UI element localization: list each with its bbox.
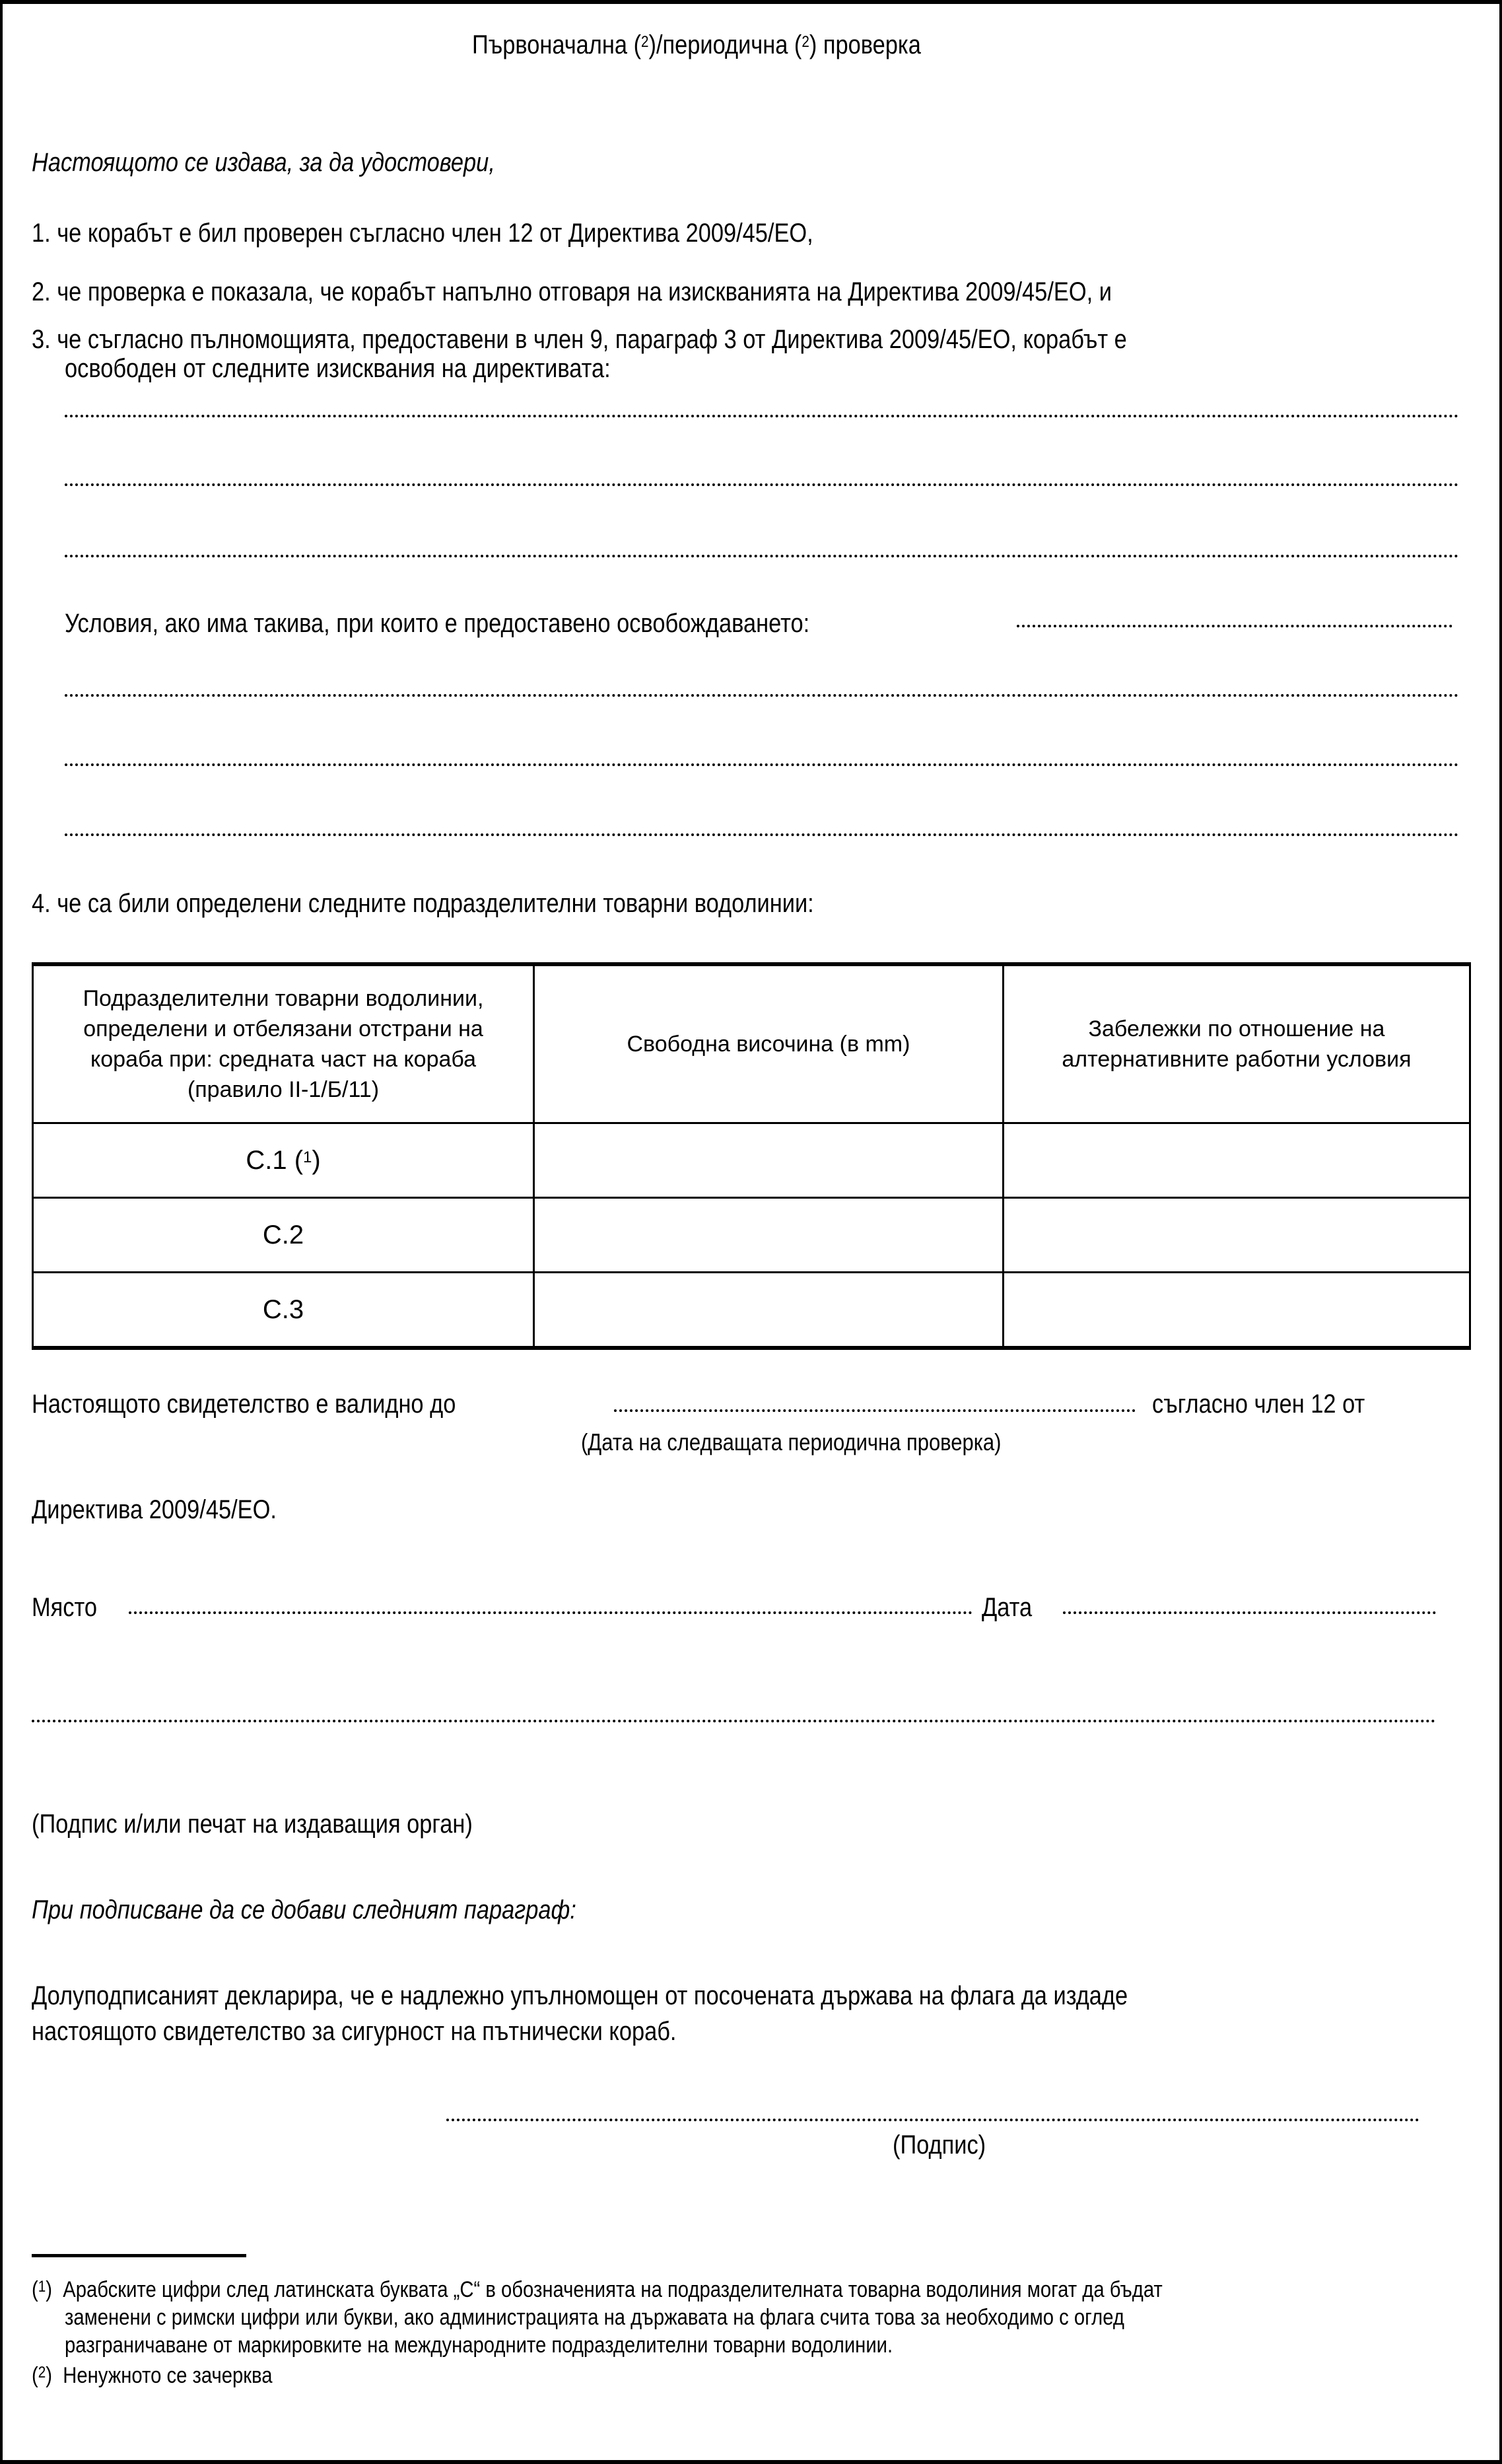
- waterline-label: C.2: [33, 1198, 534, 1273]
- issuer-signature-field[interactable]: [32, 1720, 1436, 1722]
- title-text-3: ) проверка: [809, 30, 921, 59]
- waterline-label-text: C.1 (: [246, 1146, 304, 1175]
- signing-note: [32, 1894, 665, 1926]
- footnote-1-cont2: [65, 2331, 1027, 2359]
- declaration-line-1: [32, 1980, 1436, 2012]
- intro-text-content: Настоящото се издава, за да удостовери,: [32, 148, 495, 177]
- title-text-2: )/периодична (: [648, 30, 802, 59]
- validity-prefix: [32, 1388, 525, 1420]
- item-number: 2.: [32, 277, 51, 306]
- exemptions-line-2[interactable]: [65, 483, 1459, 486]
- signature-caption-text: (Подпис): [893, 2130, 986, 2160]
- validity-prefix-text: Настоящото свидетелство е валидно до: [32, 1390, 456, 1419]
- footnote-separator: [32, 2254, 246, 2257]
- date-label: [982, 1592, 1041, 1623]
- signature-caption: [893, 2129, 1001, 2161]
- validity-caption-text: (Дата на следващата периодична проверка): [581, 1428, 1002, 1456]
- item-text: че корабът е бил проверен съгласно член 12 от Директива 2009/45/ЕО,: [57, 219, 813, 248]
- item-1: [32, 217, 940, 249]
- header-freeboard: Свободна височина (в mm): [534, 964, 1004, 1123]
- freeboard-cell[interactable]: [534, 1273, 1004, 1349]
- item-number: 3.: [32, 325, 51, 354]
- item-text-line1: че съгласно пълномощията, предоставени в член 9, параграф 3 от Директива 2009/45/ЕО, корабът е: [57, 325, 1127, 354]
- footnote-ref-2b: 2: [802, 33, 809, 51]
- item-2: [32, 276, 1287, 308]
- validity-caption: [581, 1428, 1070, 1457]
- declaration-line-2-text: настоящото свидетелство за сигурност на пътнически кораб.: [32, 2017, 677, 2046]
- waterline-label-end: ): [312, 1146, 321, 1175]
- validity-directive: [32, 1494, 316, 1526]
- item-3-cont: [65, 353, 699, 384]
- footnote-2: ($^2$) Ненужното се зачерква: [32, 2363, 273, 2388]
- item-3: [32, 324, 1305, 355]
- item-text-line2: освободен от следните изисквания на директивата:: [65, 354, 611, 383]
- place-field[interactable]: [129, 1611, 973, 1614]
- footnote-2-line1: Ненужното се зачерква: [63, 2363, 273, 2388]
- intro-text: [32, 147, 570, 178]
- item-number: 4.: [32, 889, 51, 918]
- remarks-cell[interactable]: [1003, 1198, 1470, 1273]
- conditions-line-inline[interactable]: [1017, 625, 1452, 627]
- table-row: [33, 1123, 1470, 1198]
- conditions-line-3[interactable]: [65, 833, 1459, 836]
- declaration-line-2: [32, 2016, 781, 2047]
- exemptions-line-1[interactable]: [65, 415, 1459, 417]
- place-label: [32, 1592, 108, 1623]
- validity-directive-text: Директива 2009/45/ЕО.: [32, 1495, 277, 1524]
- item-text: че са били определени следните подразделителни товарни водолинии:: [57, 889, 814, 918]
- footnote-1-cont: [65, 2304, 1297, 2331]
- signing-note-text: При подписване да се добави следният параграф:: [32, 1895, 576, 1924]
- footnote-ref-2: 2: [641, 33, 649, 51]
- date-field[interactable]: [1063, 1611, 1436, 1614]
- table-row: [33, 1273, 1470, 1349]
- exemptions-line-3[interactable]: [65, 555, 1459, 557]
- validity-suffix-text: съгласно член 12 от: [1152, 1390, 1365, 1419]
- issuer-signature-caption-text: (Подпис и/или печат на издаващия орган): [32, 1810, 473, 1839]
- validity-date-field[interactable]: [614, 1409, 1136, 1412]
- signature-field[interactable]: [446, 2119, 1419, 2121]
- declaration-line-1-text: Долуподписаният декларира, че е надлежно упълномощен от посочената държава на флага да издаде: [32, 1981, 1128, 2010]
- item-number: 1.: [32, 219, 51, 248]
- footnote-mark: 2: [38, 2364, 46, 2381]
- footnote-1-line1: Арабските цифри след латинската буквата „C“ в обозначенията на подразделителната товарна водолиния могат да бъдат: [63, 2277, 1163, 2302]
- validity-suffix: [1152, 1388, 1400, 1420]
- waterline-label: [33, 1123, 534, 1198]
- waterlines-table: [32, 962, 1471, 1350]
- issuer-signature-caption: [32, 1808, 544, 1840]
- item-text: че проверка е показала, че корабът напълно отговаря на изискванията на Директива 2009/45/ЕО, и: [57, 277, 1112, 306]
- footnote-1-line3: разграничаване от маркировките на международните подразделителни товарни водолинии.: [65, 2333, 893, 2358]
- freeboard-cell[interactable]: [534, 1198, 1004, 1273]
- footnote-ref-1: 1: [303, 1148, 312, 1166]
- title-text-1: Първоначална (: [472, 30, 642, 59]
- conditions-label: [65, 608, 931, 639]
- footnote-mark: 1: [38, 2278, 46, 2296]
- footnote-1-line2: заменени с римски цифри или букви, ако администрацията на държавата на флага счита това за необходимо с оглед: [65, 2305, 1124, 2330]
- conditions-line-2[interactable]: [65, 763, 1459, 766]
- date-label-text: Дата: [982, 1593, 1033, 1622]
- remarks-cell[interactable]: [1003, 1273, 1470, 1349]
- remarks-cell[interactable]: [1003, 1123, 1470, 1198]
- header-remarks: Забележки по отношение на алтернативните работни условия: [1003, 964, 1470, 1123]
- conditions-line-1[interactable]: [65, 694, 1459, 697]
- conditions-label-text: Условия, ако има такива, при които е предоставено освобождаването:: [65, 609, 810, 638]
- page-title: [472, 29, 994, 61]
- footnote-1: ($^1$) Арабските цифри след латинската буквата „C“ в обозначенията на подразделителната товарна водолиния могат да бъдат: [32, 2277, 1163, 2302]
- item-4: [32, 888, 941, 919]
- freeboard-cell[interactable]: [534, 1123, 1004, 1198]
- place-label-text: Място: [32, 1593, 97, 1622]
- waterline-label: C.3: [33, 1273, 534, 1349]
- table-header-row: [33, 964, 1470, 1123]
- header-waterlines: Подразделителни товарни водолинии, определени и отбелязани отстрани на кораба при: средната част на кораба (правило II-1/Б/11): [33, 964, 534, 1123]
- table-row: [33, 1198, 1470, 1273]
